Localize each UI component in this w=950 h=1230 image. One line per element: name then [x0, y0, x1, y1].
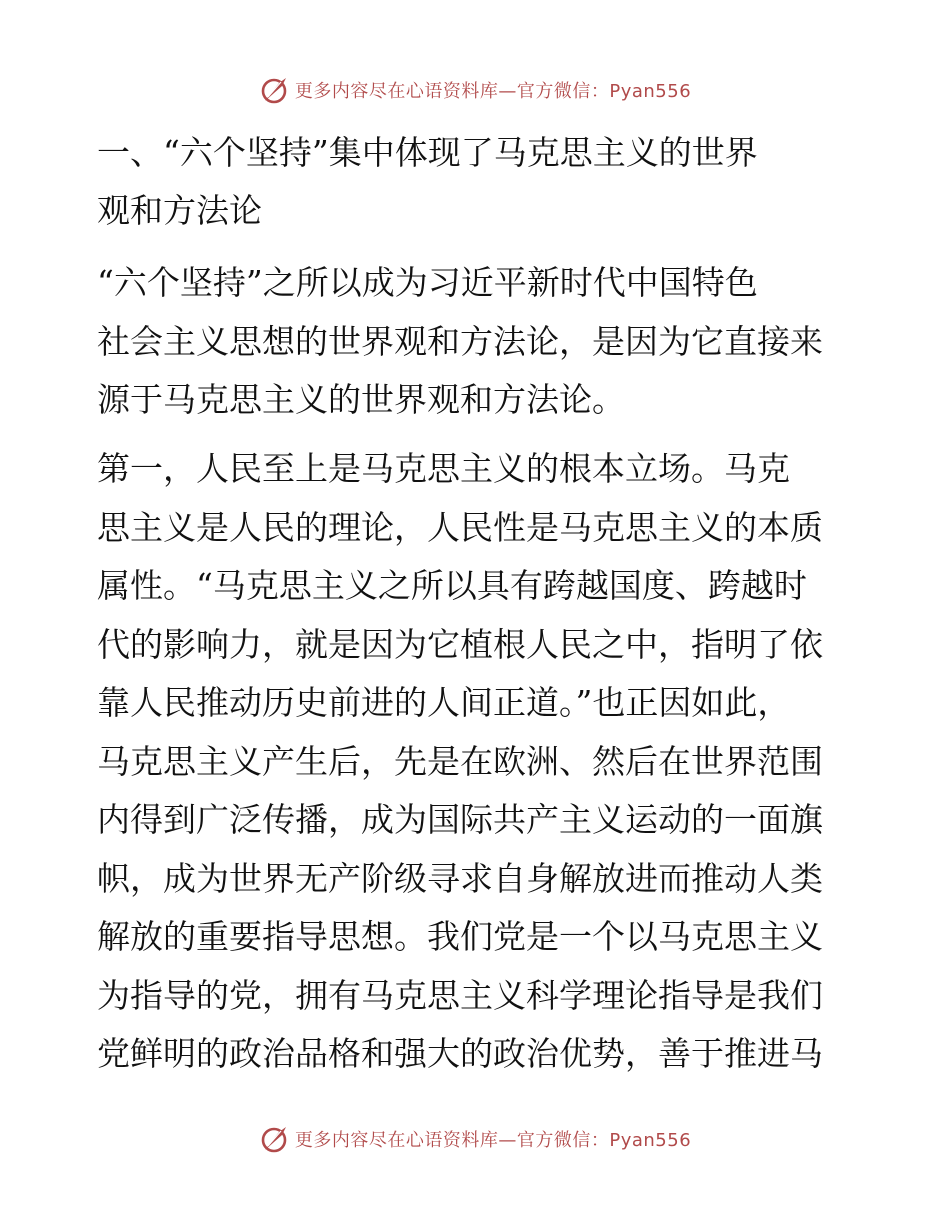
- paragraph-line: 思主义是人民的理论，人民性是马克思主义的本质: [97, 507, 823, 547]
- intro-paragraph: [97, 254, 857, 430]
- quill-logo-icon: [259, 1123, 291, 1155]
- paragraph-line: “六个坚持”之所以成为习近平新时代中国特色: [97, 263, 758, 302]
- paragraph-line: 属性。“马克思主义之所以具有跨越国度、跨越时: [97, 566, 807, 605]
- heading-line: 观和方法论: [97, 191, 262, 230]
- watermark-text: 更多内容尽在心语资料库—官方微信：Pyan556: [294, 1130, 692, 1151]
- heading-line: 一、“六个坚持”集中体现了马克思主义的世界: [97, 133, 758, 172]
- paragraph-line: 解放的重要指导思想。我们党是一个以马克思主义: [97, 917, 823, 956]
- paragraph-line: 党鲜明的政治品格和强大的政治优势，善于推进马: [97, 1034, 823, 1073]
- paragraph-line: 帜，成为世界无产阶级寻求自身解放进而推动人类: [97, 858, 823, 898]
- paragraph-line: 内得到广泛传播，成为国际共产主义运动的一面旗: [97, 800, 823, 839]
- header-watermark: [0, 70, 950, 110]
- paragraph-line: 靠人民推动历史前进的人间正道。”也正因如此，: [97, 683, 791, 722]
- paragraph-line: 代的影响力，就是因为它植根人民之中，指明了依: [97, 624, 823, 664]
- paragraph-line: 第一，人民至上是马克思主义的根本立场。马克: [97, 449, 790, 488]
- quill-logo-icon: [259, 74, 291, 106]
- paragraph-line: 马克思主义产生后，先是在欧洲、然后在世界范围: [97, 741, 823, 781]
- paragraph-line: 源于马克思主义的世界观和方法论。: [97, 380, 625, 419]
- paragraph-line: 社会主义思想的世界观和方法论，是因为它直接来: [97, 321, 823, 361]
- watermark-text: 更多内容尽在心语资料库—官方微信：Pyan556: [294, 81, 692, 102]
- section-heading: [97, 124, 857, 240]
- footer-watermark: [0, 1119, 950, 1159]
- paragraph-line: 为指导的党，拥有马克思主义科学理论指导是我们: [97, 975, 823, 1015]
- body-paragraph: [97, 440, 857, 1084]
